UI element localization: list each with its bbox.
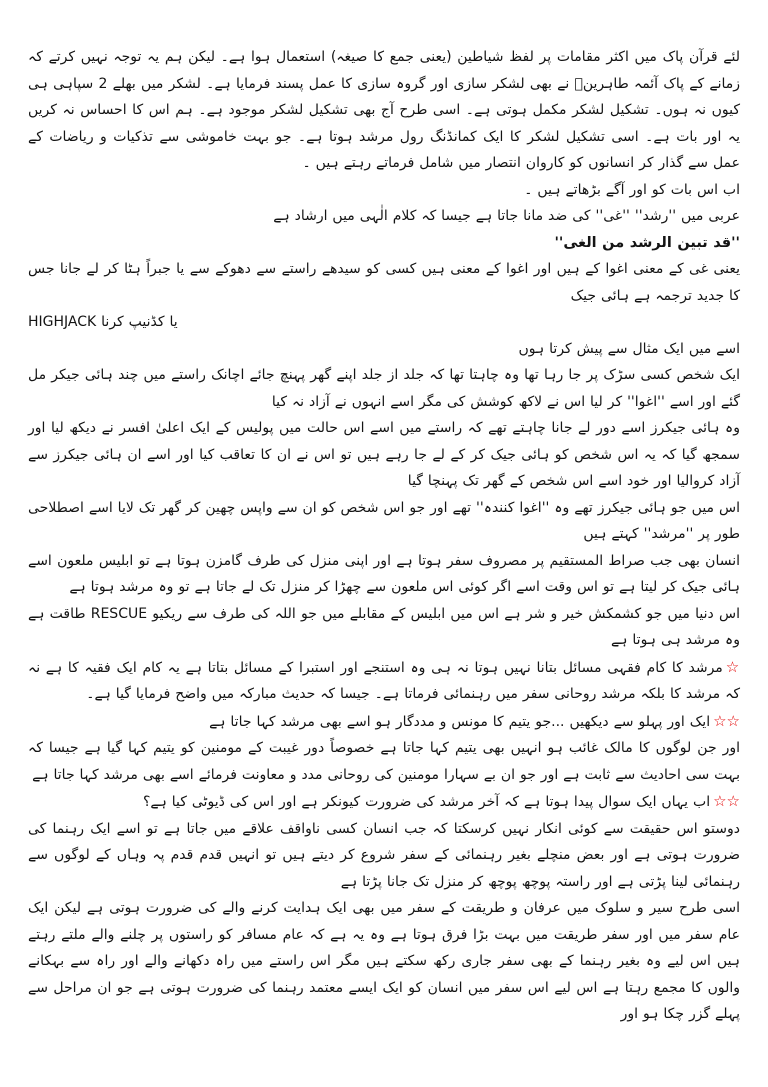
paragraph <box>28 895 740 1028</box>
paragraph <box>28 601 740 654</box>
paragraph-text: ایک اور پہلو سے دیکھیں ...جو یتیم کا مونس و مددگار ہو اسے بھی مرشد کہا جاتا ہے <box>209 713 711 730</box>
paragraph-text: اس میں جو ہائی جیکرز تھے وہ ''اغوا کنندہ'' تھے اور جو اس شخص کو ان سے واپس چھین کر گھر تک لایا اسے اصطلاحی طور پر ''مرشد'' کہتے ہیں <box>28 499 740 542</box>
paragraph-text: اسے میں ایک مثال سے پیش کرتا ہوں <box>518 340 740 357</box>
paragraph <box>28 816 740 896</box>
paragraph <box>28 362 740 415</box>
paragraph <box>28 415 740 495</box>
paragraph-text: ''قد تبین الرشد من الغی'' <box>554 234 740 251</box>
paragraph-text: یعنی غی کے معنی اغوا کے ہیں اور اغوا کے معنی ہیں کسی کو سیدھے راستے سے دھوکے سے یا جبراً ہٹا کر لے جانا جس کا جدید ترجمہ ہے ہائی جیک <box>28 261 740 304</box>
paragraph-text: اور جن لوگوں کا مالک غائب ہو انہیں بھی یتیم کہا جاتا ہے خصوصاً دور غیبت کے مومنین کو یتیم کہا گیا ہے جیسا کہ بہت سی احادیث سے ثابت ہے اور جو ان بے سہارا مومنین کی روحانی مدد و معاونت فرمائے اسے بھی مرشد کہا جاتا ہے <box>28 740 740 783</box>
paragraph-text: ایک شخص کسی سڑک پر جا رہا تھا وہ چاہتا تھا کہ جلد از جلد اپنے گھر پہنچ جائے اچانک راستے میں چند ہائی جیکر مل گئے اور اسے ''اغوا'' کر لیا اس نے لاکھ کوشش کی مگر اسے انہوں نے آزاد نہ کیا <box>28 367 740 410</box>
starred-paragraph <box>28 788 740 816</box>
paragraph <box>28 336 740 363</box>
paragraph <box>28 495 740 548</box>
starred-paragraph <box>28 708 740 736</box>
paragraph-text: مرشد کا کام فقہی مسائل بتانا نہیں ہوتا نہ ہی وہ استنجے اور استبرا کے مسائل بتاتا ہے یہ کام ایک فقیہ کا ہے نہ کہ مرشد کا بلکہ مرشد روحانی سفر میں رہنمائی فرماتا ہے۔ جیسا کہ حدیث مبارکہ میں واضح فرمایا گیا ہے۔ <box>28 659 740 702</box>
star-icon: ☆ <box>725 657 740 676</box>
paragraph-text: لئے قرآن پاک میں اکثر مقامات پر لفظ شیاطین (یعنی جمع کا صیغہ) استعمال ہوا ہے۔ لیکن ہم یہ توجہ نہیں کرتے کہ زمانے کے پاک آئمہ طاہرینؑ نے بھی لشکر سازی اور گروہ سازی کا عمل پسند فرمایا ہے۔ لشکر میں بھلے 2 سپاہی ہی کیوں نہ ہوں۔ تشکیل لشکر مکمل ہوتی ہے۔ اسی طرح آج بھی تشکیل لشکر موجود ہے۔ ہم اس کا احساس نہ کریں یہ اور بات ہے۔ اسی تشکیل لشکر کا ایک کمانڈنگ رول مرشد ہوتا ہے۔ جو بہت خاموشی سے تذکیات و ریاضات کے عمل سے گذار کر انسانوں کو کاروان انتصار میں شامل فرماتے رہتے ہیں ۔ <box>28 49 740 171</box>
paragraph <box>28 735 740 788</box>
paragraph <box>28 44 740 177</box>
starred-paragraph <box>28 654 740 708</box>
paragraph-text: عربی میں ''رشد'' ''غی'' کی ضد مانا جاتا ہے جیسا کہ کلام الٰہی میں ارشاد ہے <box>273 208 740 224</box>
paragraph-text: اس دنیا میں جو کشمکش خیر و شر ہے اس میں ابلیس کے مقابلے میں جو اللہ کی طرف سے ریکیو RESCUE طاقت ہے وہ مرشد ہی ہوتا ہے <box>28 605 741 648</box>
paragraph <box>28 177 740 204</box>
paragraph-text: اسی طرح سیر و سلوک میں عرفان و طریقت کے سفر میں بھی ایک ہدایت کرنے والے کی ضرورت ہوتی ہے لیکن ایک عام سفر میں اور سفر طریقت میں بہت بڑا فرق ہوتا ہے وہ یہ ہے کہ عام مسافر کو راستوں پر چلنے والے ملتے رہتے ہیں اس لیے وہ بغیر رہنما کے بھی سفر جاری رکھ سکتے ہیں مگر اس راستے میں راہ دکھانے والے اور راہ سے بہکانے والوں کا مجمع رہتا ہے اس لیے اس سفر میں انسان کو ایک ایسے معتمد رہنما کی ضرورت ہوتی ہے جو ان مراحل سے پہلے گزر چکا ہو اور <box>28 900 740 1022</box>
paragraph-text: دوستو اس حقیقت سے کوئی انکار نہیں کرسکتا کہ جب انسان کسی ناواقف علاقے میں جاتا ہے تو اسے ایک رہنما کی ضرورت ہوتی ہے اور بعض منچلے بغیر رہنمائی کے سفر شروع کر دیتے ہیں تو انہیں قدم قدم پہ وہاں کے لوگوں سے رہنمائی لینا پڑتی ہے اور راستہ پوچھ پوچھ کر منزل تک جانا پڑتا ہے <box>28 820 740 890</box>
star-icon: ☆☆ <box>713 711 740 730</box>
arabic-quote-line <box>28 230 740 257</box>
paragraph <box>28 548 740 601</box>
paragraph <box>28 203 740 230</box>
paragraph-text: انسان بھی جب صراط المستقیم پر مصروف سفر ہوتا ہے اور اپنی منزل کی طرف گامزن ہوتا ہے تو ابلیس ملعون اسے ہائی جیک کر لیتا ہے تو اس وقت اسے اگر کوئی اس ملعون سے چھڑا کر منزل تک لے جاتا ہے تو وہ مرشد ہوتا ہے <box>28 552 740 595</box>
paragraph-text: اب یہاں ایک سوال پیدا ہوتا ہے کہ آخر مرشد کی ضرورت کیونکر ہے اور اس کی ڈیوٹی کیا ہے؟ <box>143 794 711 810</box>
star-icon: ☆☆ <box>713 792 740 810</box>
highjack-line <box>28 309 740 336</box>
paragraph-text: اب اس بات کو اور آگے بڑھاتے ہیں ۔ <box>524 181 740 198</box>
document-body <box>28 44 740 1028</box>
paragraph <box>28 256 740 309</box>
paragraph-text: وہ ہائی جیکرز اسے دور لے جانا چاہتے تھے کہ راستے میں اسے اس حالت میں پولیس کے ایک اعلیٰ افسر نے دیکھ لیا اور سمجھ گیا کہ یہ اس شخص کو ہائی جیک کر کے لے جا رہے ہیں تو اس نے ان کا تعاقب کیا اور اسے ان ہائی جیکرز سے آزاد کروالیا اور خود اسے اس شخص کے گھر تک پہنچا گیا <box>28 420 740 489</box>
paragraph-text: HIGHJACK یا کڈنیپ کرنا <box>28 314 178 330</box>
